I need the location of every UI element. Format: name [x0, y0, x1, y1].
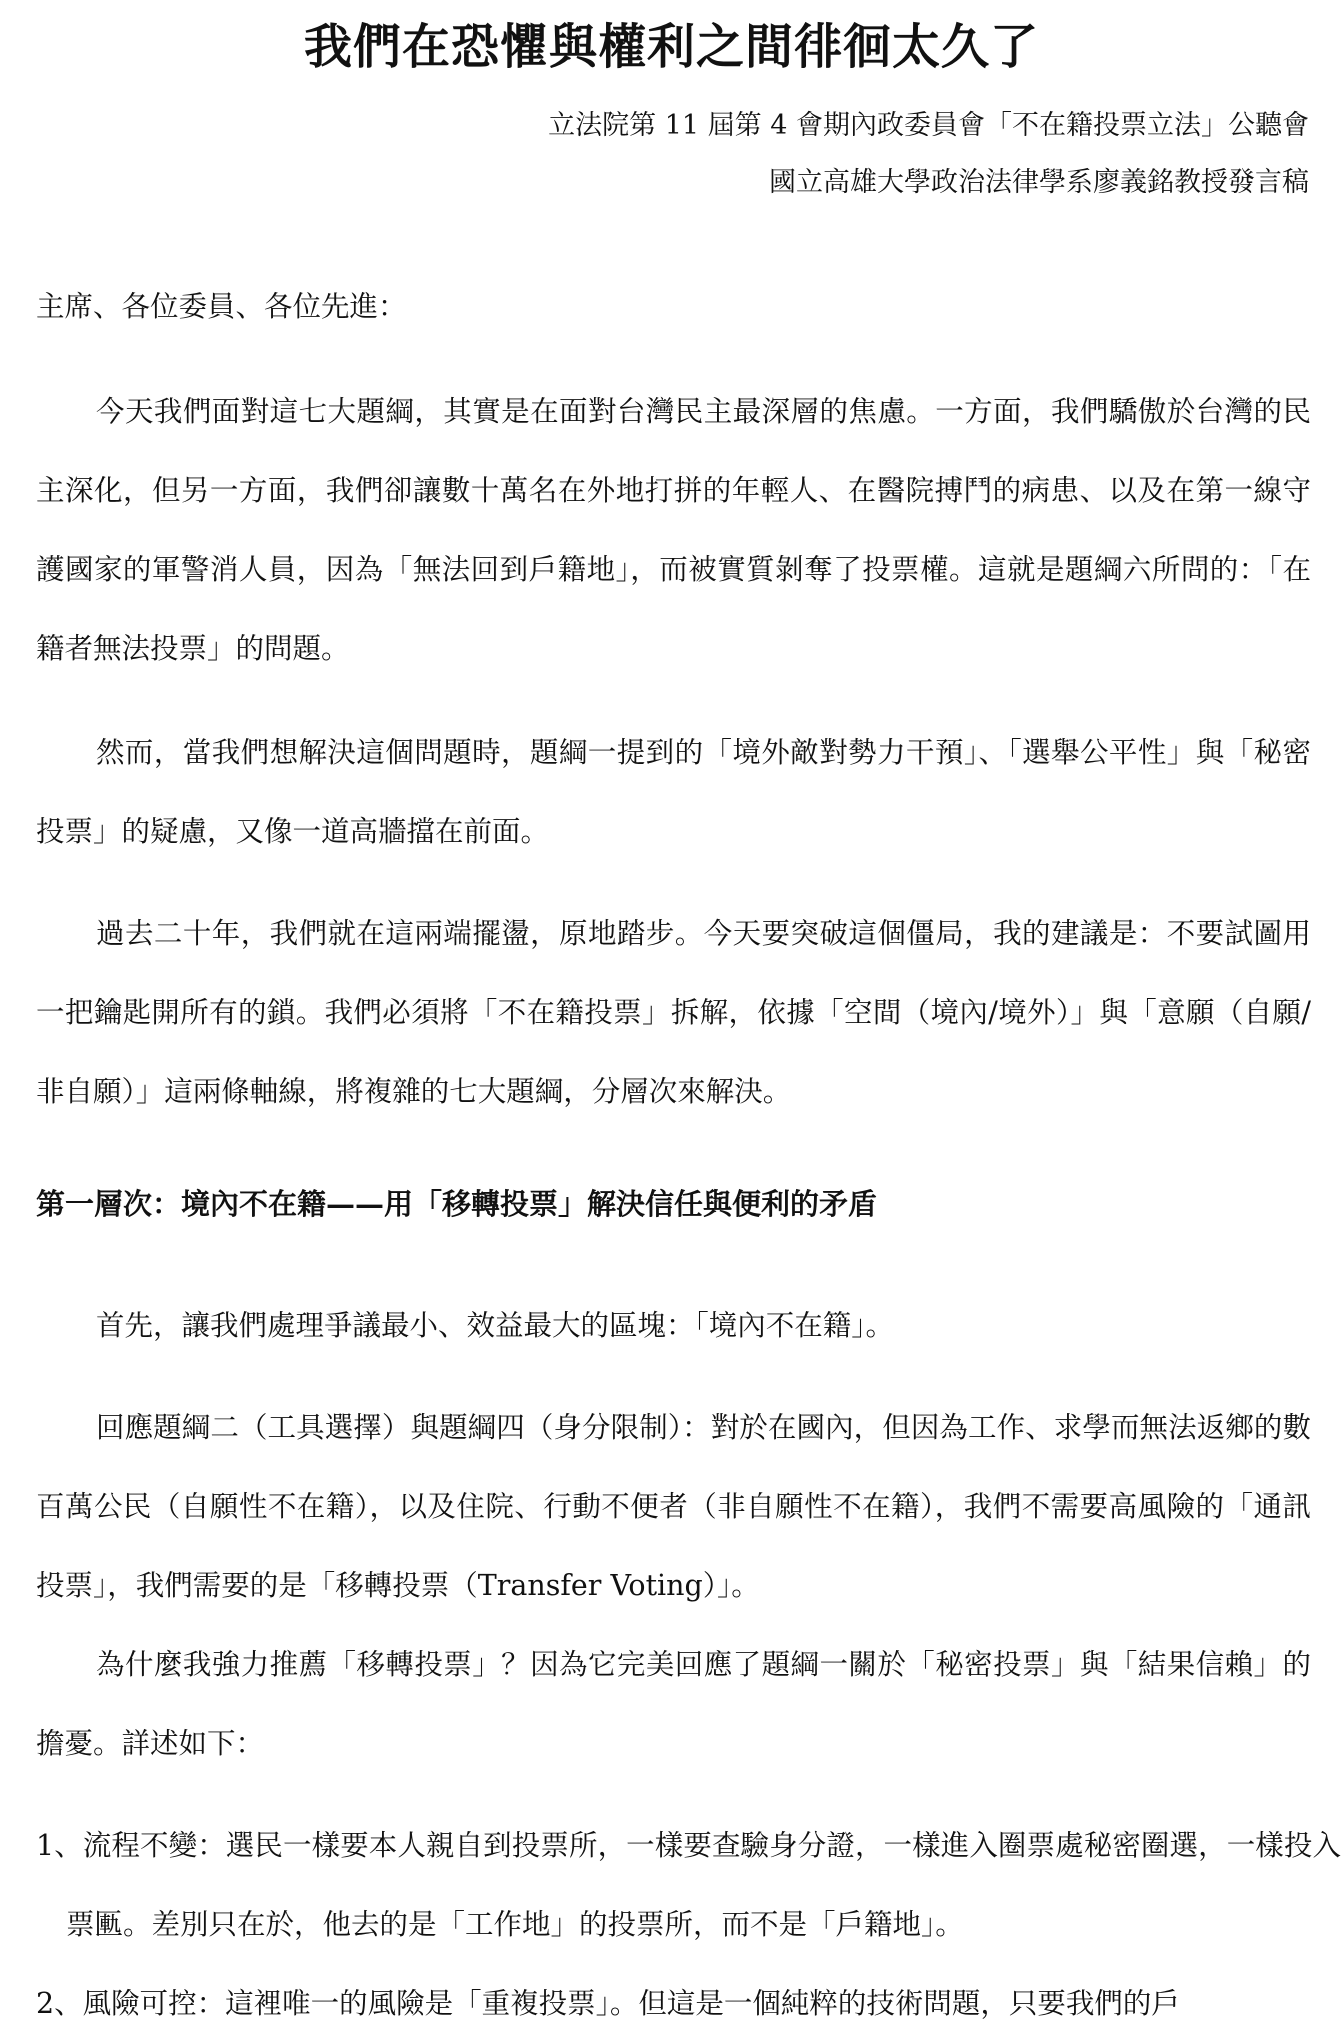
speaker-info: 國立高雄大學政治法律學系廖義銘教授發言稿 [769, 167, 1309, 198]
document-title: 我們在恐懼與權利之間徘徊太久了 [303, 19, 1039, 75]
paragraph-intro: 今天我們面對這七大題綱，其實是在面對台灣民主最深層的焦慮。一方面，我們驕傲於台灣的民主深化，但另一方面，我們卻讓數十萬名在外地打拼的年輕人、在醫院搏鬥的病患、以及在第一線守護國家的軍警消人員，因為「無法回到戶籍地」，而被實質剝奪了投票權。這就是題綱六所問的：「在籍者無法投票」的問題。 [36, 395, 1311, 665]
paragraph-concerns: 然而，當我們想解決這個問題時，題綱一提到的「境外敵對勢力干預」、「選舉公平性」與「秘密投票」的疑慮，又像一道高牆擋在前面。 [36, 736, 1311, 848]
section-paragraph: 首先，讓我們處理爭議最小、效益最大的區塊：「境內不在籍」。 [96, 1309, 895, 1342]
section-paragraph: 為什麼我強力推薦「移轉投票」？因為它完美回應了題綱一關於「秘密投票」與「結果信賴」的擔憂。詳述如下： [36, 1648, 1311, 1760]
section-paragraph: 回應題綱二（工具選擇）與題綱四（身分限制）：對於在國內，但因為工作、求學而無法返鄉的數百萬公民（自願性不在籍），以及住院、行動不便者（非自願性不在籍），我們不需要高風險的「通訊投票」，我們需要的是「移轉投票（Transfer Voting）」。 [36, 1411, 1311, 1602]
list-item: 1、流程不變：選民一樣要本人親自到投票所，一樣要查驗身分證，一樣進入圈票處秘密圈選，一樣投入票匭。差別只在於，他去的是「工作地」的投票所，而不是「戶籍地」。 [36, 1829, 1341, 1941]
section-heading: 第一層次：境內不在籍——用「移轉投票」解決信任與便利的矛盾 [36, 1187, 878, 1221]
paragraph-proposal: 過去二十年，我們就在這兩端擺盪，原地踏步。今天要突破這個僵局，我的建議是：不要試圖用一把鑰匙開所有的鎖。我們必須將「不在籍投票」拆解，依據「空間（境內/境外）」與「意願（自願/非自願）」這兩條軸線，將複雜的七大題綱，分層次來解決。 [36, 917, 1311, 1108]
list-item: 2、風險可控：這裡唯一的風險是「重複投票」。但這是一個純粹的技術問題，只要我們的戶 [36, 1987, 1180, 2020]
hearing-info: 立法院第 11 屆第 4 會期內政委員會「不在籍投票立法」公聽會 [548, 110, 1309, 141]
greeting: 主席、各位委員、各位先進： [36, 290, 407, 323]
